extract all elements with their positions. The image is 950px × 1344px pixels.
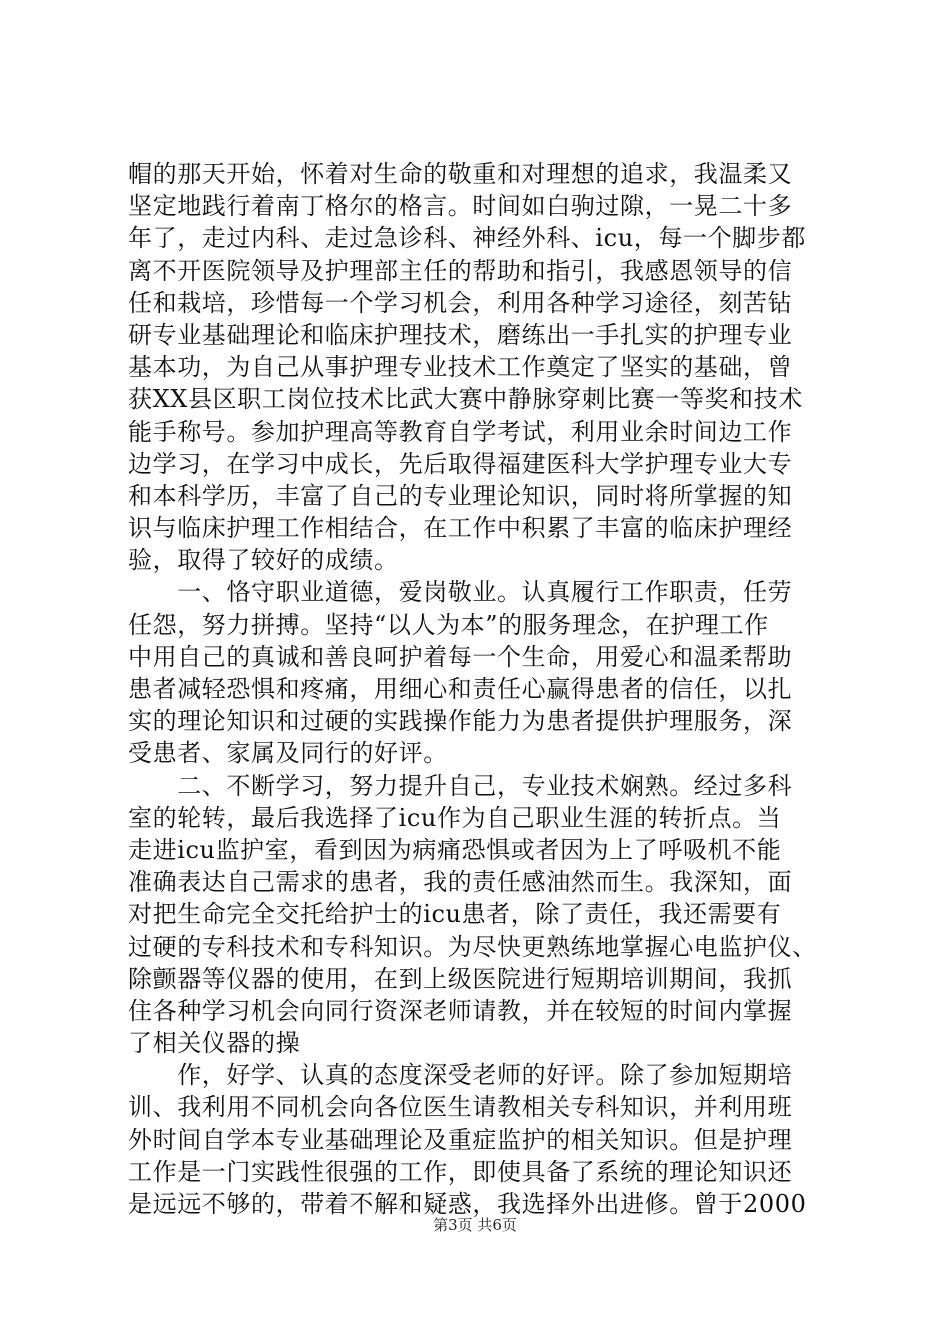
text-line: 验，取得了较好的成绩。 xyxy=(128,546,399,575)
text-line: 作，好学、认真的态度深受老师的好评。除了参加短期培 xyxy=(128,1061,793,1090)
text-line: 坚定地践行着南丁格尔的格言。时间如白驹过隙，一晃二十多 xyxy=(128,192,793,221)
text-line: 外时间自学本专业基础理论及重症监护的相关知识。但是护理 xyxy=(128,1125,793,1154)
text-line: 二、不断学习，努力提升自己，专业技术娴熟。经过多科 xyxy=(128,771,793,800)
text-line: 中用自己的真诚和善良呵护着每一个生命，用爱心和温柔帮助 xyxy=(128,642,793,671)
text-line: 研专业基础理论和临床护理技术，磨练出一手扎实的护理专业 xyxy=(128,320,793,349)
text-line: 除颤器等仪器的使用，在到上级医院进行短期培训期间，我抓 xyxy=(128,964,793,993)
text-line: 走进icu监护室，看到因为病痛恐惧或者因为上了呼吸机不能 xyxy=(128,835,782,864)
text-line: 过硬的专科技术和专科知识。为尽快更熟练地掌握心电监护仪、 xyxy=(128,932,817,961)
text-line: 室的轮转，最后我选择了icu作为自己职业生涯的转折点。当 xyxy=(128,803,782,832)
text-line: 训、我利用不同机会向各位医生请教相关专科知识，并利用班 xyxy=(128,1093,793,1122)
text-line: 患者减轻恐惧和疼痛，用细心和责任心赢得患者的信任，以扎 xyxy=(128,675,793,703)
text-line: 任和栽培，珍惜每一个学习机会，利用各种学习途径，刻苦钻 xyxy=(128,288,793,317)
text-line: 任怨，努力拼搏。坚持“以人为本”的服务理念，在护理工作 xyxy=(128,610,769,639)
text-line: 对把生命完全交托给护士的icu患者，除了责任，我还需要有 xyxy=(128,900,782,929)
text-line: 了相关仪器的操 xyxy=(128,1029,301,1058)
text-line: 边学习，在学习中成长，先后取得福建医科大学护理专业大专 xyxy=(128,449,793,478)
text-line: 和本科学历，丰富了自己的专业理论知识，同时将所掌握的知 xyxy=(128,481,793,510)
text-line: 离不开医院领导及护理部主任的帮助和指引，我感恩领导的信 xyxy=(128,256,793,285)
text-line: 能手称号。参加护理高等教育自学考试，利用业余时间边工作 xyxy=(128,417,793,446)
text-line: 年了，走过内科、走过急诊科、神经外科、icu，每一个脚步都 xyxy=(128,224,806,253)
page-footer xyxy=(0,1215,950,1235)
text-line: 受患者、家属及同行的好评。 xyxy=(128,739,448,768)
text-line: 准确表达自己需求的患者，我的责任感油然而生。我深知，面 xyxy=(128,868,793,897)
text-line: 一、恪守职业道德，爱岗敬业。认真履行工作职责，任劳 xyxy=(128,578,793,607)
text-line: 帽的那天开始，怀着对生命的敬重和对理想的追求，我温柔又 xyxy=(128,160,793,188)
document-body xyxy=(128,158,828,1220)
text-line: 获XX县区职工岗位技术比武大赛中静脉穿刺比赛一等奖和技术 xyxy=(128,385,803,414)
text-line: 识与临床护理工作相结合，在工作中积累了丰富的临床护理经 xyxy=(128,514,793,543)
text-line: 是远远不够的，带着不解和疑惑，我选择外出进修。曾于2000 xyxy=(128,1190,807,1218)
text-line: 住各种学习机会向同行资深老师请教，并在较短的时间内掌握 xyxy=(128,996,793,1025)
page-number-label: 第3页 共6页 xyxy=(433,1216,517,1234)
text-line: 工作是一门实践性很强的工作，即使具备了系统的理论知识还 xyxy=(128,1157,793,1186)
text-line: 基本功，为自己从事护理专业技术工作奠定了坚实的基础，曾 xyxy=(128,353,793,382)
text-line: 实的理论知识和过硬的实践操作能力为患者提供护理服务，深 xyxy=(128,707,793,736)
